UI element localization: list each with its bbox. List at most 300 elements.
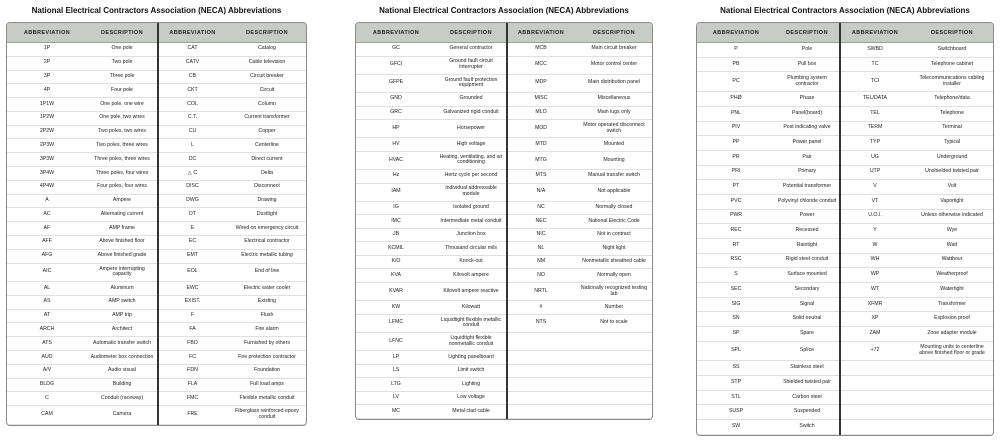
description-cell: Terminal: [942, 124, 962, 131]
description-cell: Flush: [260, 312, 274, 319]
abbreviation-cell: IMC: [391, 217, 401, 224]
abbreviation-cell: AUD: [41, 353, 53, 360]
table-row: [697, 72, 993, 92]
table-row: [697, 43, 993, 58]
abbreviation-cell: KCMIL: [388, 244, 404, 251]
description-cell: Drawing: [257, 197, 277, 204]
abbreviation-cell: UG: [871, 153, 879, 160]
description-cell: Telephone/data: [934, 95, 970, 102]
panel-title: National Electrical Contractors Association (NECA) Abbreviations: [31, 6, 282, 15]
abbreviation-cell: XP: [871, 315, 879, 322]
abbreviation-cell: RSC: [730, 256, 742, 263]
abbreviation-cell: PP: [732, 139, 740, 146]
abbreviation-cell: WT: [870, 285, 880, 292]
description-cell: Watthour: [941, 256, 963, 263]
table-row: [356, 93, 652, 107]
description-cell: Unshielded twisted pair: [925, 168, 979, 175]
description-cell: Automatic transfer switch: [93, 339, 151, 346]
description-cell: [911, 361, 993, 375]
description-cell: Wye: [946, 227, 958, 234]
description-cell: [911, 405, 993, 419]
description-cell: Four poles, four wires: [97, 183, 147, 190]
table-row: [697, 224, 993, 239]
abbreviation-cell: TEL/DATA: [862, 95, 888, 102]
header-abbreviation: ABBREVIATION: [712, 29, 760, 36]
description-cell: [576, 392, 652, 405]
description-cell: General contractor: [449, 45, 493, 52]
abbreviations-table: [6, 22, 307, 426]
abbreviation-cell: MLO: [535, 108, 547, 115]
description-cell: Foundation: [254, 367, 280, 374]
panel-title: National Electrical Contractors Association (NECA) Abbreviations: [720, 6, 970, 15]
description-cell: Unless otherwise indicated: [921, 212, 983, 219]
abbreviation-cell: 1P: [43, 45, 51, 52]
abbreviation-cell: WH: [870, 256, 880, 263]
abbreviation-cell: V: [873, 183, 877, 190]
description-cell: Aluminum: [110, 284, 134, 291]
description-cell: Main distribution panel: [588, 79, 640, 86]
abbreviation-cell: DISC: [186, 183, 199, 190]
description-cell: Post indicating valve: [783, 124, 831, 131]
description-cell: Solid neutral: [792, 315, 822, 322]
abbreviation-cell: SIG: [731, 300, 741, 307]
abbreviation-cell: FRE: [187, 411, 198, 418]
table-row: [356, 256, 652, 270]
abbreviation-cell: [839, 376, 911, 390]
description-cell: Typical: [943, 139, 961, 146]
description-cell: Wired on emergency circuit: [235, 224, 299, 231]
table-row: [697, 298, 993, 313]
abbreviation-cell: 3P: [43, 73, 51, 80]
abbreviation-cell: [506, 405, 576, 418]
abbreviation-cell: CATV: [185, 59, 200, 66]
abbreviation-cell: AFG: [41, 252, 53, 259]
abbreviation-cell: KVA: [391, 271, 401, 278]
description-cell: Hertz cycle per second: [444, 172, 498, 179]
abbreviation-cell: PVC: [730, 197, 742, 204]
description-cell: Pair: [802, 153, 812, 160]
abbreviation-cell: Hz: [392, 172, 400, 179]
abbreviation-cell: HVAC: [388, 156, 404, 163]
description-cell: Thousand circular mils: [445, 244, 497, 251]
abbreviation-cell: MDP: [535, 79, 547, 86]
abbreviation-cell: TEL: [870, 109, 880, 116]
description-cell: Three poles, four wires: [95, 169, 149, 176]
abbreviations-panel-3: [696, 0, 994, 436]
description-cell: AMP frame: [109, 224, 135, 231]
description-cell: Primary: [798, 168, 816, 175]
table-row: [356, 120, 652, 138]
description-cell: Furnished by others: [244, 339, 290, 346]
description-cell: Underground: [936, 153, 968, 160]
description-cell: [576, 351, 652, 364]
description-cell: Ampere interrupting capacity: [99, 265, 145, 278]
description-cell: Junction box: [456, 231, 486, 238]
table-header: [356, 23, 652, 43]
description-cell: Camera: [112, 411, 132, 418]
description-cell: Flexible metallic conduit: [239, 394, 295, 401]
description-cell: Stainless steel: [790, 364, 824, 371]
description-cell: Above finished floor: [99, 238, 145, 245]
table-row: [356, 378, 652, 392]
abbreviation-cell: EC: [188, 238, 197, 245]
description-cell: Circuit: [259, 86, 275, 93]
table-row: [356, 269, 652, 283]
description-cell: [576, 333, 652, 350]
abbreviation-cell: FDN: [187, 367, 198, 374]
description-cell: Dusttight: [256, 210, 278, 217]
abbreviations-table: [696, 22, 994, 436]
table-row: [356, 333, 652, 351]
description-cell: Three poles, three wires: [94, 155, 150, 162]
table-row: [697, 107, 993, 122]
description-cell: One pole: [111, 45, 133, 52]
abbreviation-cell: GFPE: [388, 79, 404, 86]
description-cell: Liquidtight flexible metallic conduit: [440, 316, 502, 329]
description-cell: Signal: [799, 300, 815, 307]
description-cell: Intermediate metal conduit: [440, 217, 502, 224]
abbreviation-cell: 4P4W: [39, 183, 55, 190]
description-cell: Telecommunications cabling installer: [919, 74, 985, 87]
description-cell: Panel(board): [792, 109, 822, 116]
abbreviation-cell: MOD: [534, 124, 548, 131]
abbreviation-cell: TCI: [870, 77, 880, 84]
abbreviation-cell: CKT: [187, 86, 198, 93]
table-row: [697, 58, 993, 73]
description-cell: Number: [604, 303, 624, 310]
abbreviation-cell: [506, 351, 576, 364]
header-description: DESCRIPTION: [593, 29, 635, 36]
description-cell: Miscellaneous: [597, 95, 631, 102]
description-cell: [576, 378, 652, 391]
abbreviation-cell: 4P: [43, 86, 51, 93]
description-cell: Mounted: [603, 140, 625, 147]
abbreviation-cell: ATS: [42, 339, 52, 346]
description-cell: Zone adapter module: [927, 329, 977, 336]
header-description: DESCRIPTION: [101, 29, 143, 36]
abbreviation-cell: REC: [730, 227, 742, 234]
description-cell: Isolated ground: [453, 204, 489, 211]
abbreviation-cell: 3P4W: [39, 169, 55, 176]
abbreviation-cell: XFMR: [867, 300, 883, 307]
description-cell: Building: [112, 381, 132, 388]
abbreviation-cell: MCC: [535, 61, 547, 68]
abbreviation-cell: C.T.: [187, 114, 198, 121]
description-cell: Individual addressable module: [445, 185, 497, 198]
table-row: [356, 242, 652, 256]
abbreviation-cell: AF: [43, 224, 51, 231]
abbreviation-cell: EXIST.: [184, 298, 201, 305]
table-row: [697, 376, 993, 391]
abbreviation-cell: PC: [732, 77, 740, 84]
description-cell: Lighting panelboard: [448, 353, 494, 360]
abbreviation-cell: DT: [189, 210, 196, 217]
description-cell: [911, 420, 993, 434]
table-row: [356, 57, 652, 75]
abbreviation-cell: MTD: [535, 140, 547, 147]
description-cell: Direct current: [251, 155, 283, 162]
abbreviation-cell: AIC: [42, 268, 52, 275]
abbreviation-cell: MC: [391, 407, 401, 414]
description-cell: Watertight: [940, 285, 964, 292]
abbreviation-cell: STL: [731, 393, 741, 400]
table-row: [356, 43, 652, 57]
table-row: [697, 122, 993, 137]
description-cell: Polyvinyl chloride conduit: [777, 197, 837, 204]
description-cell: Vaportight: [940, 197, 964, 204]
header-abbreviation: ABBREVIATION: [169, 29, 216, 36]
abbreviation-cell: HP: [392, 124, 400, 131]
abbreviation-cell: WP: [870, 271, 880, 278]
abbreviation-cell: 2P: [43, 59, 51, 66]
description-cell: Pull box: [797, 60, 817, 67]
abbreviation-cell: FMC: [186, 394, 199, 401]
abbreviation-cell: LFMC: [388, 319, 404, 326]
abbreviation-cell: FLA: [187, 381, 198, 388]
description-cell: Kilowatt: [461, 303, 481, 310]
description-cell: Two poles, three wires: [96, 141, 148, 148]
description-cell: End of line: [254, 268, 280, 275]
abbreviation-cell: UTP: [869, 168, 881, 175]
abbreviation-cell: NM: [536, 258, 546, 265]
abbreviation-cell: FA: [189, 325, 196, 332]
description-cell: Spare: [800, 329, 814, 336]
description-cell: Motor control center: [590, 61, 638, 68]
abbreviation-cell: STP: [730, 379, 742, 385]
description-cell: Mounting units to centerline above finished floor or grade: [919, 344, 985, 356]
abbreviation-cell: TERM: [867, 124, 883, 131]
table-row: [356, 202, 652, 216]
description-cell: Alternating current: [100, 210, 144, 217]
description-cell: Potential transformer: [782, 183, 832, 190]
abbreviation-cell: PT: [732, 183, 740, 190]
abbreviation-cell: CB: [188, 73, 197, 80]
abbreviation-cell: NC: [537, 204, 545, 211]
abbreviation-cell: EOL: [187, 268, 198, 275]
abbreviation-cell: AFF: [42, 238, 52, 245]
abbreviation-cell: C: [45, 394, 49, 401]
description-cell: Pole: [801, 45, 813, 52]
abbreviation-cell: IAM: [391, 188, 401, 195]
abbreviation-cell: EWC: [186, 284, 199, 291]
table-row: [697, 342, 993, 362]
abbreviation-cell: CU: [188, 128, 197, 135]
description-cell: Existing: [257, 298, 277, 305]
table-row: [697, 327, 993, 342]
abbreviation-cell: NEC: [535, 217, 547, 224]
abbreviation-cell: NTS: [535, 319, 547, 326]
column-divider: [157, 23, 159, 425]
abbreviation-cell: PWR: [729, 212, 743, 219]
table-row: [697, 420, 993, 435]
abbreviation-cell: K/O: [391, 258, 401, 265]
description-cell: Conduit (raceway): [100, 394, 144, 401]
description-cell: Power panel: [792, 139, 822, 146]
description-cell: Kilovolt ampere: [453, 271, 489, 278]
description-cell: Two poles, two wires: [98, 128, 146, 135]
description-cell: Ampere: [112, 197, 132, 204]
abbreviation-cell: LP: [392, 353, 400, 360]
abbreviation-cell: IG: [393, 204, 399, 211]
abbreviation-cell: [839, 405, 911, 419]
description-cell: Two pole: [111, 59, 133, 66]
table-row: [697, 166, 993, 181]
table-row: [356, 170, 652, 184]
abbreviation-cell: MCB: [535, 45, 547, 52]
abbreviation-cell: [506, 333, 576, 350]
abbreviation-cell: GC: [392, 45, 400, 52]
description-cell: Nationally recognized testing lab: [580, 284, 648, 297]
abbreviation-cell: +72: [870, 347, 880, 354]
table-row: [356, 315, 652, 333]
description-cell: Raintight: [796, 241, 818, 248]
abbreviation-cell: FBO: [187, 339, 198, 346]
description-cell: Power: [799, 212, 815, 219]
description-cell: Rigid steel conduit: [785, 256, 829, 263]
abbreviation-cell: S: [734, 271, 738, 278]
abbreviation-cell: LV: [393, 394, 399, 401]
description-cell: Telephone: [940, 109, 964, 116]
description-cell: Not applicable: [597, 188, 631, 195]
abbreviation-cell: FC: [189, 353, 196, 360]
description-cell: Telephone cabinet: [930, 60, 974, 67]
abbreviation-cell: DWG: [186, 197, 199, 204]
column-divider: [506, 23, 508, 419]
header-description: DESCRIPTION: [246, 29, 288, 36]
column-divider: [839, 23, 841, 435]
description-cell: Suspended: [793, 408, 821, 415]
description-cell: Watt: [946, 241, 958, 248]
description-cell: Volt: [947, 183, 957, 190]
table-row: [697, 180, 993, 195]
abbreviation-cell: SPL: [731, 347, 741, 354]
description-cell: Main circuit breaker: [591, 45, 637, 52]
abbreviation-cell: TYP: [869, 139, 881, 146]
table-row: [356, 351, 652, 365]
abbreviation-cell: 1P2W: [39, 114, 55, 121]
abbreviation-cell: COL: [187, 100, 198, 107]
description-cell: Delta: [260, 169, 274, 176]
abbreviation-cell: GFCI: [389, 61, 403, 68]
header-description: DESCRIPTION: [450, 29, 492, 36]
description-cell: High voltage: [456, 140, 486, 147]
description-cell: Electrical contractor: [244, 238, 290, 245]
description-cell: One pole, two wires: [99, 114, 145, 121]
description-cell: Circuit breaker: [250, 73, 284, 80]
abbreviation-cell: GND: [390, 95, 402, 102]
abbreviation-cell: NIC: [536, 231, 546, 238]
table-row: [356, 75, 652, 93]
description-cell: AMP switch: [108, 298, 136, 305]
abbreviation-cell: SWBD: [867, 45, 883, 52]
abbreviation-cell: A/V: [42, 367, 52, 374]
abbreviation-cell: NO: [537, 271, 545, 278]
description-cell: Current transformer: [244, 114, 290, 121]
abbreviation-cell: [506, 365, 576, 378]
description-cell: Manual transfer switch: [588, 172, 640, 179]
description-cell: Normally closed: [595, 204, 633, 211]
description-cell: Night light: [602, 244, 626, 251]
table-row: [697, 254, 993, 269]
abbreviation-cell: F: [190, 312, 195, 319]
abbreviation-cell: SS: [732, 364, 740, 371]
description-cell: Low voltage: [457, 394, 485, 401]
abbreviation-cell: AT: [43, 312, 51, 319]
description-cell: Limit switch: [457, 367, 485, 374]
table-row: [356, 392, 652, 406]
description-cell: Ground fault protection equipment: [444, 76, 498, 89]
abbreviation-cell: Y: [873, 227, 877, 234]
table-row: [697, 92, 993, 107]
abbreviation-cell: P: [734, 45, 738, 52]
abbreviations-panel-1: [6, 0, 307, 426]
abbreviation-cell: PIV: [731, 124, 741, 131]
abbreviation-cell: CAM: [41, 411, 53, 418]
abbreviations-table: [355, 22, 653, 420]
table-row: [356, 405, 652, 419]
abbreviation-cell: U.O.I.: [868, 212, 882, 219]
header-abbreviation: ABBREVIATION: [517, 29, 565, 36]
abbreviation-cell: W: [872, 241, 878, 248]
description-cell: Electric metallic tubing: [241, 252, 293, 259]
abbreviation-cell: SP: [732, 329, 740, 336]
description-cell: Full load amps: [250, 381, 284, 388]
abbreviation-cell: PNL: [730, 109, 742, 116]
description-cell: Lighting: [461, 380, 481, 387]
abbreviation-cell: 3P3W: [39, 155, 55, 162]
description-cell: Grounded: [459, 95, 483, 102]
abbreviation-cell: L: [191, 141, 194, 148]
abbreviation-cell: TC: [871, 60, 879, 67]
description-cell: Fiberglass reinforced epoxy conduit: [235, 408, 299, 420]
header-abbreviation: ABBREVIATION: [851, 29, 899, 36]
abbreviation-cell: MTS: [535, 172, 547, 179]
abbreviation-cell: BLDG: [39, 381, 55, 388]
table-row: [356, 283, 652, 301]
description-cell: Transformer: [937, 300, 967, 307]
description-cell: Knock-out: [459, 258, 483, 265]
abbreviation-cell: SW: [731, 423, 741, 430]
description-cell: Architect: [111, 325, 133, 332]
description-cell: Mounting: [603, 156, 625, 163]
abbreviation-cell: ZAM: [869, 329, 881, 336]
description-cell: Switch: [799, 423, 815, 430]
description-cell: Surface mounted: [787, 271, 827, 278]
abbreviation-cell: MTG: [535, 156, 547, 163]
abbreviation-cell: LFNC: [389, 337, 403, 344]
description-cell: Explosion proof: [934, 315, 970, 322]
description-cell: Kilovolt ampere reactive: [443, 287, 499, 294]
description-cell: Carbon steel: [792, 393, 822, 400]
table-row: [697, 268, 993, 283]
description-cell: Above finished grade: [97, 252, 147, 259]
abbreviation-cell: CAT: [187, 45, 198, 52]
table-header: [697, 23, 993, 43]
abbreviation-cell: JB: [392, 231, 400, 238]
table-row: [697, 239, 993, 254]
abbreviation-cell: SUSP: [728, 408, 744, 415]
abbreviation-cell: SEC: [730, 285, 742, 292]
description-cell: Three pole: [109, 73, 135, 80]
table-row: [356, 229, 652, 243]
table-row: [697, 405, 993, 420]
table-row: [356, 138, 652, 152]
description-cell: Not in contract: [597, 231, 631, 238]
abbreviation-cell: #: [539, 303, 543, 310]
abbreviation-cell: 1P1W: [39, 100, 55, 107]
description-cell: Recessed: [795, 227, 819, 234]
abbreviation-cell: A: [45, 197, 49, 204]
